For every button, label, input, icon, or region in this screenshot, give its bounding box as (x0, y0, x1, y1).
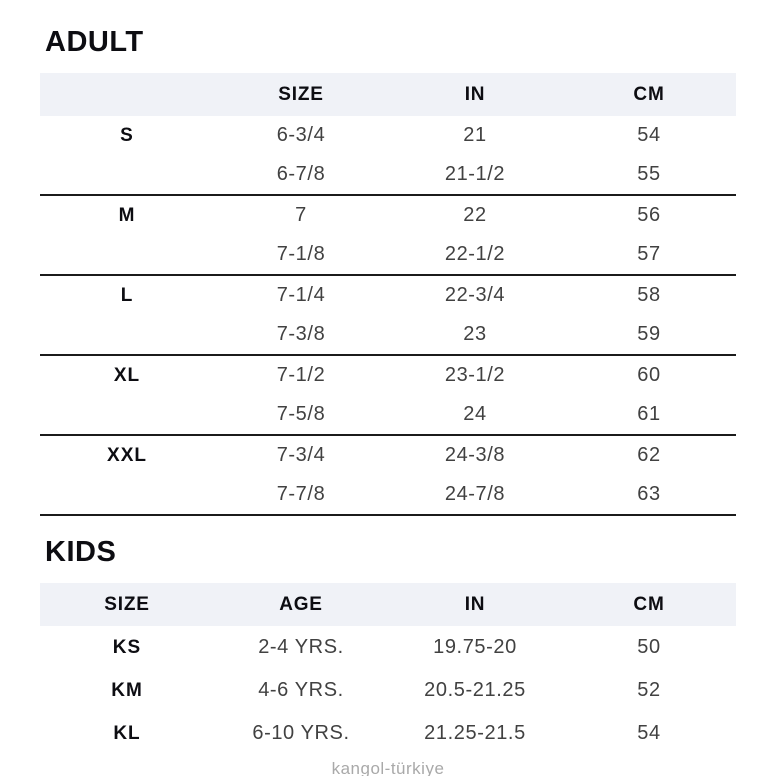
table-row (40, 195, 736, 235)
adult-size-group-l (40, 275, 736, 355)
cm-value-cell: 57 (637, 243, 661, 265)
kids-section-heading: KIDS (45, 536, 117, 568)
adult-header-row (40, 73, 736, 116)
cm-value-cell: 63 (637, 483, 661, 505)
size-label-cell (40, 315, 214, 355)
cm-value-cell: 61 (637, 403, 661, 425)
kids-col-header-age: AGE (279, 593, 323, 615)
table-row (40, 116, 736, 155)
size-label-cell: M (118, 204, 136, 226)
in-value-cell: 24-3/8 (444, 444, 506, 466)
size-value-cell: 6-7/8 (276, 163, 326, 185)
kids-header-row (40, 583, 736, 626)
cm-value-cell: 60 (637, 364, 661, 386)
kids-col-header-size: SIZE (104, 593, 150, 615)
size-label-cell: KS (112, 636, 142, 658)
size-value-cell: 7-3/4 (276, 444, 326, 466)
cm-value-cell: 56 (637, 204, 661, 226)
kids-col-header-cm: CM (633, 593, 665, 615)
table-row (40, 355, 736, 395)
in-value-cell: 19.75-20 (433, 636, 517, 658)
in-value-cell: 21-1/2 (444, 163, 506, 185)
in-value-cell: 20.5-21.25 (424, 679, 526, 701)
size-value-cell: 7-3/8 (276, 323, 326, 345)
size-label-cell: S (120, 124, 134, 146)
cm-value-cell: 54 (637, 722, 661, 744)
size-label-cell: KM (111, 679, 143, 701)
age-value-cell: 4-6 YRS. (258, 679, 344, 701)
in-value-cell: 24 (463, 403, 487, 425)
table-row (40, 435, 736, 475)
size-value-cell: 7 (295, 204, 307, 226)
table-row (40, 275, 736, 315)
size-value-cell: 7-1/8 (276, 243, 326, 265)
table-row (40, 315, 736, 355)
kids-size-table (40, 583, 736, 755)
size-value-cell: 7-1/4 (276, 284, 326, 306)
cm-value-cell: 58 (637, 284, 661, 306)
size-value-cell: 7-5/8 (276, 403, 326, 425)
in-value-cell: 22-1/2 (444, 243, 506, 265)
kids-table-body (40, 626, 736, 755)
watermark: kangol-türkiye (331, 759, 445, 776)
adult-col-header-blank (40, 73, 214, 116)
size-label-cell (40, 235, 214, 275)
table-row (40, 235, 736, 275)
table-row (40, 669, 736, 712)
kids-col-header-in: IN (464, 593, 486, 615)
in-value-cell: 23-1/2 (444, 364, 506, 386)
cm-value-cell: 55 (637, 163, 661, 185)
cm-value-cell: 50 (637, 636, 661, 658)
size-value-cell: 7-1/2 (276, 364, 326, 386)
in-value-cell: 22-3/4 (444, 284, 506, 306)
size-label-cell: XXL (107, 444, 147, 466)
adult-col-header-in: IN (464, 83, 486, 105)
size-label-cell: XL (113, 364, 141, 386)
table-row (40, 395, 736, 435)
size-label-cell (40, 475, 214, 515)
kids-table-header (40, 583, 736, 626)
table-row (40, 626, 736, 669)
size-value-cell: 6-3/4 (276, 124, 326, 146)
table-row (40, 712, 736, 755)
cm-value-cell: 62 (637, 444, 661, 466)
cm-value-cell: 59 (637, 323, 661, 345)
in-value-cell: 24-7/8 (444, 483, 506, 505)
size-label-cell (40, 155, 214, 195)
size-value-cell: 7-7/8 (276, 483, 326, 505)
adult-col-header-cm: CM (633, 83, 665, 105)
adult-size-table (40, 73, 736, 516)
adult-size-group-xxl (40, 435, 736, 515)
size-label-cell (40, 395, 214, 435)
table-row (40, 475, 736, 515)
adult-table-header (40, 73, 736, 116)
in-value-cell: 23 (463, 323, 487, 345)
adult-size-group-s (40, 116, 736, 195)
cm-value-cell: 52 (637, 679, 661, 701)
in-value-cell: 22 (463, 204, 487, 226)
size-label-cell: L (120, 284, 134, 306)
in-value-cell: 21.25-21.5 (424, 722, 526, 744)
table-row (40, 155, 736, 195)
adult-col-header-size: SIZE (278, 83, 324, 105)
in-value-cell: 21 (463, 124, 487, 146)
age-value-cell: 2-4 YRS. (258, 636, 344, 658)
cm-value-cell: 54 (637, 124, 661, 146)
adult-size-group-xl (40, 355, 736, 435)
size-label-cell: KL (113, 722, 141, 744)
age-value-cell: 6-10 YRS. (252, 722, 350, 744)
adult-size-group-m (40, 195, 736, 275)
adult-section-heading: ADULT (45, 26, 144, 58)
